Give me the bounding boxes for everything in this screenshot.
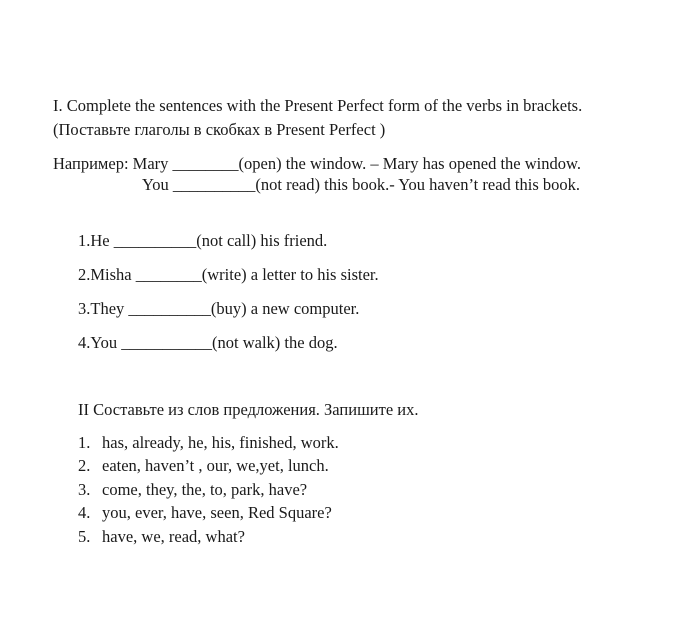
- task2-item-4: [78, 503, 332, 523]
- task2-heading: II Составьте из слов предложения. Запишите их.: [78, 400, 419, 419]
- item-text: eaten, haven’t , our, we,yet, lunch.: [102, 456, 329, 475]
- example-line-1: Например: Mary ________(open) the window. – Mary has opened the window.: [53, 154, 581, 173]
- task1-item-3: 3.They __________(buy) a new computer.: [78, 299, 360, 318]
- task2-item-2: [78, 456, 329, 476]
- item-text: has, already, he, his, finished, work.: [102, 433, 339, 452]
- item-number: 4.: [78, 503, 91, 522]
- item-number: 5.: [78, 527, 91, 546]
- item-text: have, we, read, what?: [102, 527, 245, 546]
- task2-item-1: [78, 433, 339, 453]
- item-number: 3.: [78, 480, 91, 499]
- task1-subheading: (Поставьте глаголы в скобках в Present Perfect ): [53, 120, 386, 139]
- item-number: 2.: [78, 456, 91, 475]
- task1-item-1: 1.He __________(not call) his friend.: [78, 231, 328, 250]
- task2-item-3: [78, 480, 307, 500]
- task1-item-2: 2.Misha ________(write) a letter to his sister.: [78, 265, 379, 284]
- task1-heading: I. Complete the sentences with the Present Perfect form of the verbs in brackets.: [53, 96, 583, 115]
- item-number: 1.: [78, 433, 91, 452]
- task1-item-4: 4.You ___________(not walk) the dog.: [78, 333, 338, 352]
- item-text: come, they, the, to, park, have?: [102, 480, 308, 499]
- item-text: you, ever, have, seen, Red Square?: [102, 503, 332, 522]
- example-line-2: You __________(not read) this book.- You haven’t read this book.: [142, 175, 580, 194]
- task2-item-5: [78, 527, 245, 547]
